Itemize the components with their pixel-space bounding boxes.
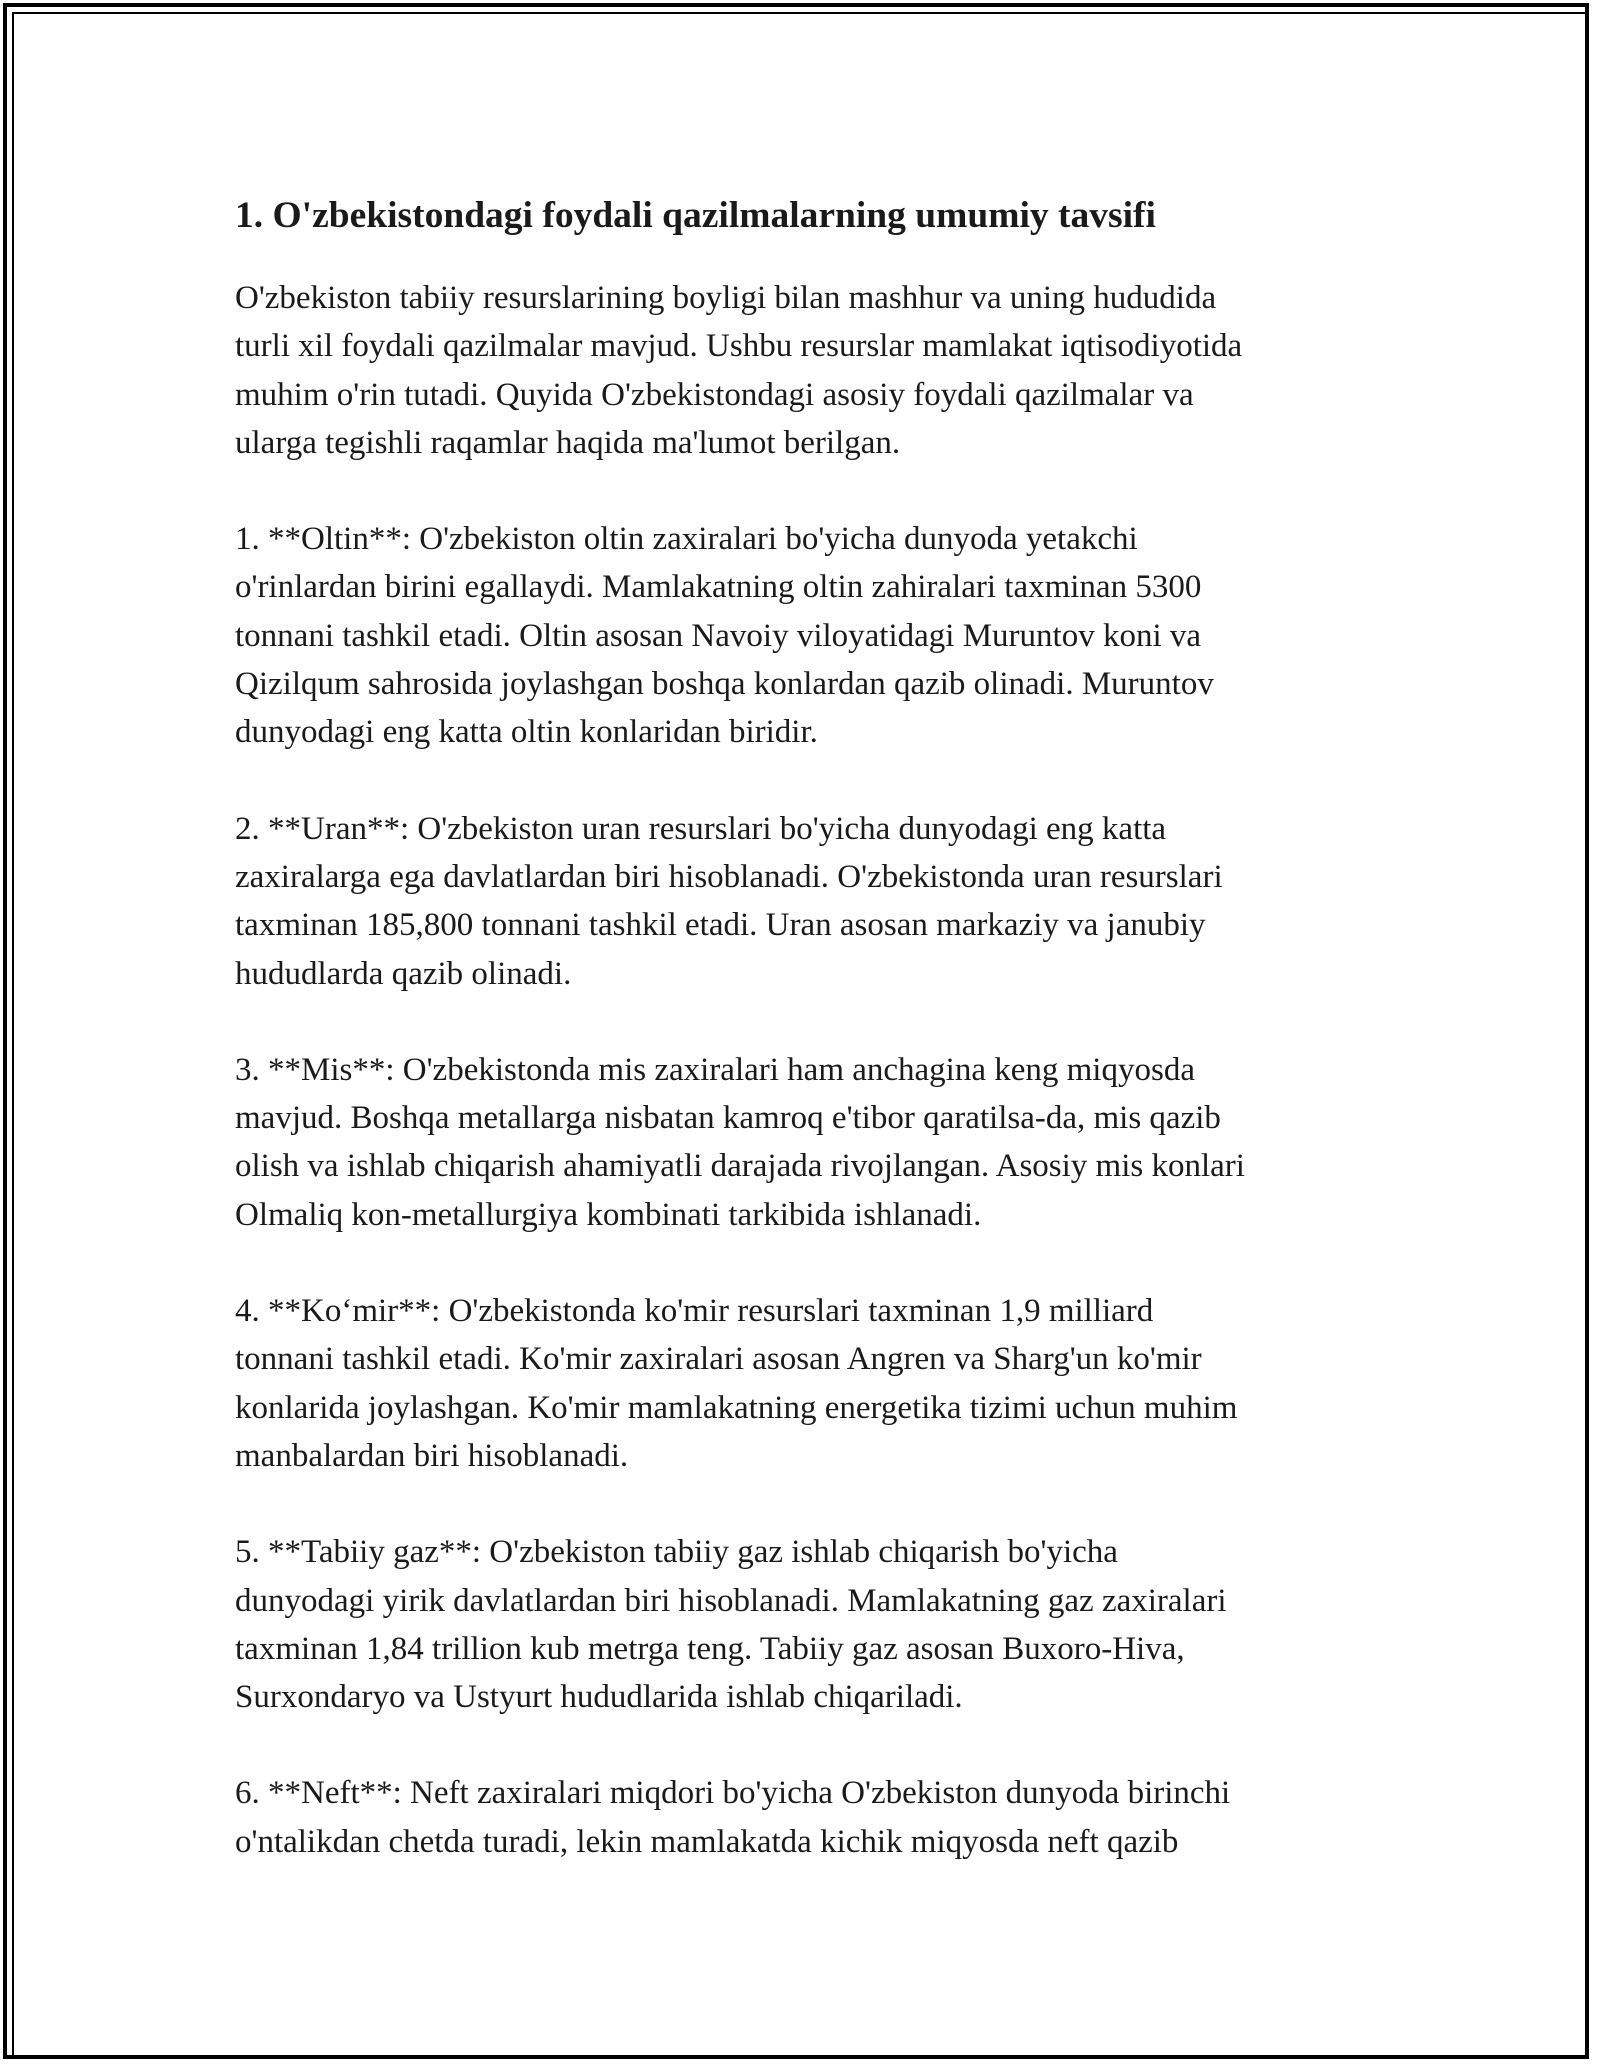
intro-paragraph: O'zbekiston tabiiy resurslarining boyligi bilan mashhur va uning hududida turli xil foydali qazilmalar mavjud. Ushbu resurslar mamlakat iqtisodiyotida muhim o'rin tutadi. Quyida O'zbekistondagi asosiy foydali qazilmalar va ularga tegishli raqamlar haqida ma'lumot berilgan. xyxy=(235,280,1243,461)
document-page xyxy=(235,190,1365,1914)
document-title: 1. O'zbekistondagi foydali qazilmalarning umumiy tavsifi xyxy=(235,195,1156,236)
paragraph-tabiiy-gaz: 5. **Tabiiy gaz**: O'zbekiston tabiiy gaz ishlab chiqarish bo'yicha dunyodagi yirik davlatlardan biri hisoblanadi. Mamlakatning gaz zaxiralari taxminan 1,84 trillion kub metrga teng. Tabiiy gaz asosan Buxoro-Hiva, Surxondaryo va Ustyurt hududlarida ishlab chiqariladi. xyxy=(235,1534,1227,1716)
paragraph-komir: 4. **Koʻmir**: O'zbekistonda ko'mir resurslari taxminan 1,9 milliard tonnani tashkil etadi. Ko'mir zaxiralari asosan Angren va Sharg'un ko'mir konlarida joylashgan. Ko'mir mamlakatning energetika tizimi uchun muhim manbalardan biri hisoblanadi. xyxy=(235,1293,1238,1474)
paragraph-uran: 2. **Uran**: O'zbekiston uran resurslari bo'yicha dunyodagi eng katta zaxiralarga ega davlatlardan biri hisoblanadi. O'zbekistonda uran resurslari taxminan 185,800 tonnani tashkil etadi. Uran asosan markaziy va janubiy hududlarda qazib olinadi. xyxy=(235,810,1223,992)
paragraph-neft: 6. **Neft**: Neft zaxiralari miqdori bo'yicha O'zbekiston dunyoda birinchi o'ntalikdan chetda turadi, lekin mamlakatda kichik miqyosda neft qazib xyxy=(235,1775,1231,1860)
paragraph-oltin: 1. **Oltin**: O'zbekiston oltin zaxiralari bo'yicha dunyoda yetakchi o'rinlardan birini egallaydi. Mamlakatning oltin zahiralari taxminan 5300 tonnani tashkil etadi. Oltin asosan Navoiy viloyatidagi Muruntov koni va Qizilqum sahrosida joylashgan boshqa konlardan qazib olinadi. Muruntov dunyodagi eng katta oltin konlaridan biridir. xyxy=(235,521,1214,751)
paragraph-mis: 3. **Mis**: O'zbekistonda mis zaxiralari ham anchagina keng miqyosda mavjud. Boshqa metallarga nisbatan kamroq e'tibor qaratilsa-da, mis qazib olish va ishlab chiqarish ahamiyatli darajada rivojlangan. Asosiy mis konlari Olmaliq kon-metallurgiya kombinati tarkibida ishlanadi. xyxy=(235,1051,1245,1233)
